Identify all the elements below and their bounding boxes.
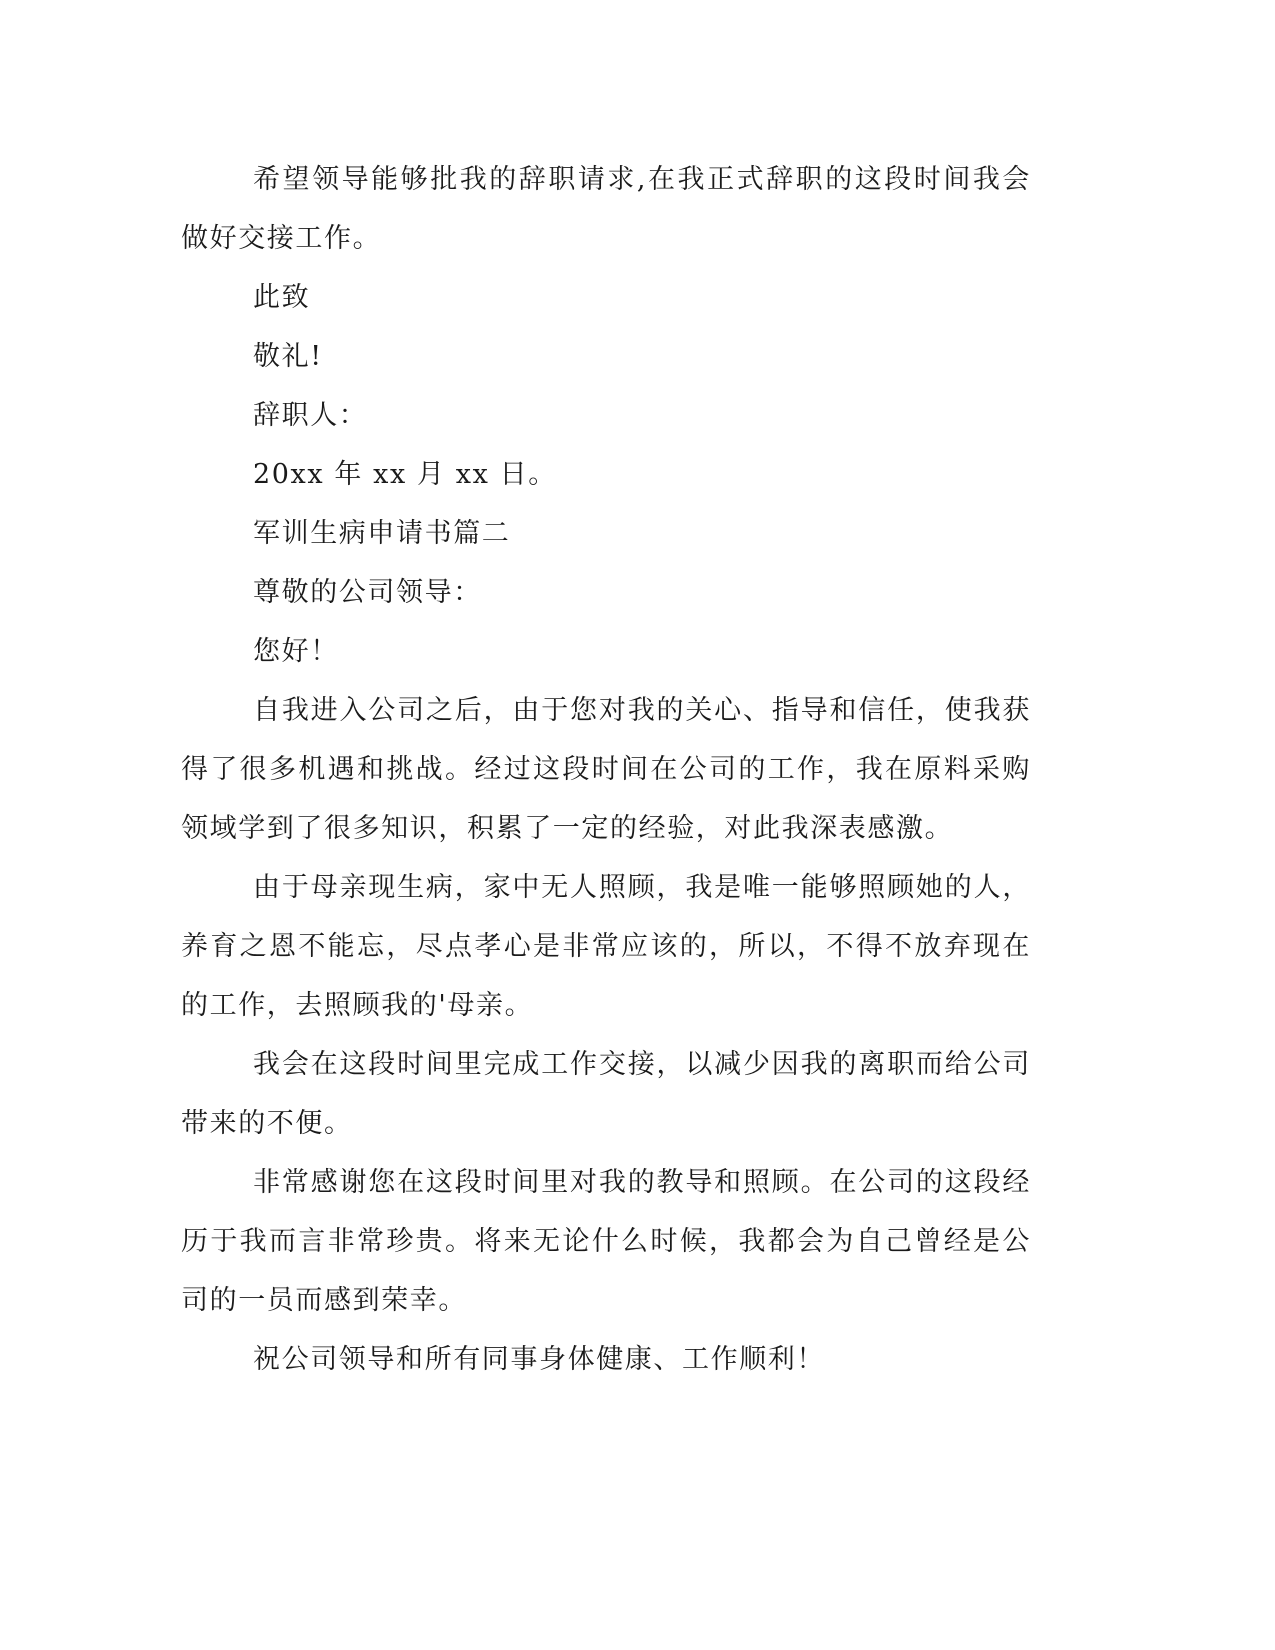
paragraph-transition: 我会在这段时间里完成工作交接，以减少因我的离职而给公司带来的不便。 <box>181 1049 1031 1139</box>
paragraph-signer: 辞职人： <box>253 400 368 431</box>
paragraph-closing-cizhi: 此致 <box>253 282 311 313</box>
section-title: 军训生病申请书篇二 <box>253 518 511 549</box>
paragraph-thanks: 非常感谢您在这段时间里对我的教导和照顾。在公司的这段经历于我而言非常珍贵。将来无论什么时候，我都会为自己曾经是公司的一员而感到荣幸。 <box>181 1167 1031 1316</box>
document-body <box>181 150 1031 1389</box>
paragraph-greeting: 您好！ <box>253 636 339 667</box>
paragraph-closing-jingli: 敬礼! <box>253 341 323 372</box>
paragraph-handover: 希望领导能够批我的辞职请求,在我正式辞职的这段时间我会做好交接工作。 <box>181 164 1031 254</box>
paragraph-salutation: 尊敬的公司领导： <box>253 577 482 608</box>
paragraph-wishes: 祝公司领导和所有同事身体健康、工作顺利！ <box>253 1344 825 1375</box>
paragraph-reason: 由于母亲现生病，家中无人照顾，我是唯一能够照顾她的人，养育之恩不能忘，尽点孝心是非常应该的，所以，不得不放弃现在的工作，去照顾我的'母亲。 <box>181 872 1031 1021</box>
paragraph-intro: 自我进入公司之后，由于您对我的关心、指导和信任，使我获得了很多机遇和挑战。经过这段时间在公司的工作，我在原料采购领域学到了很多知识，积累了一定的经验，对此我深表感激。 <box>181 695 1031 844</box>
paragraph-date: 20xx 年 xx 月 xx 日。 <box>253 459 557 490</box>
